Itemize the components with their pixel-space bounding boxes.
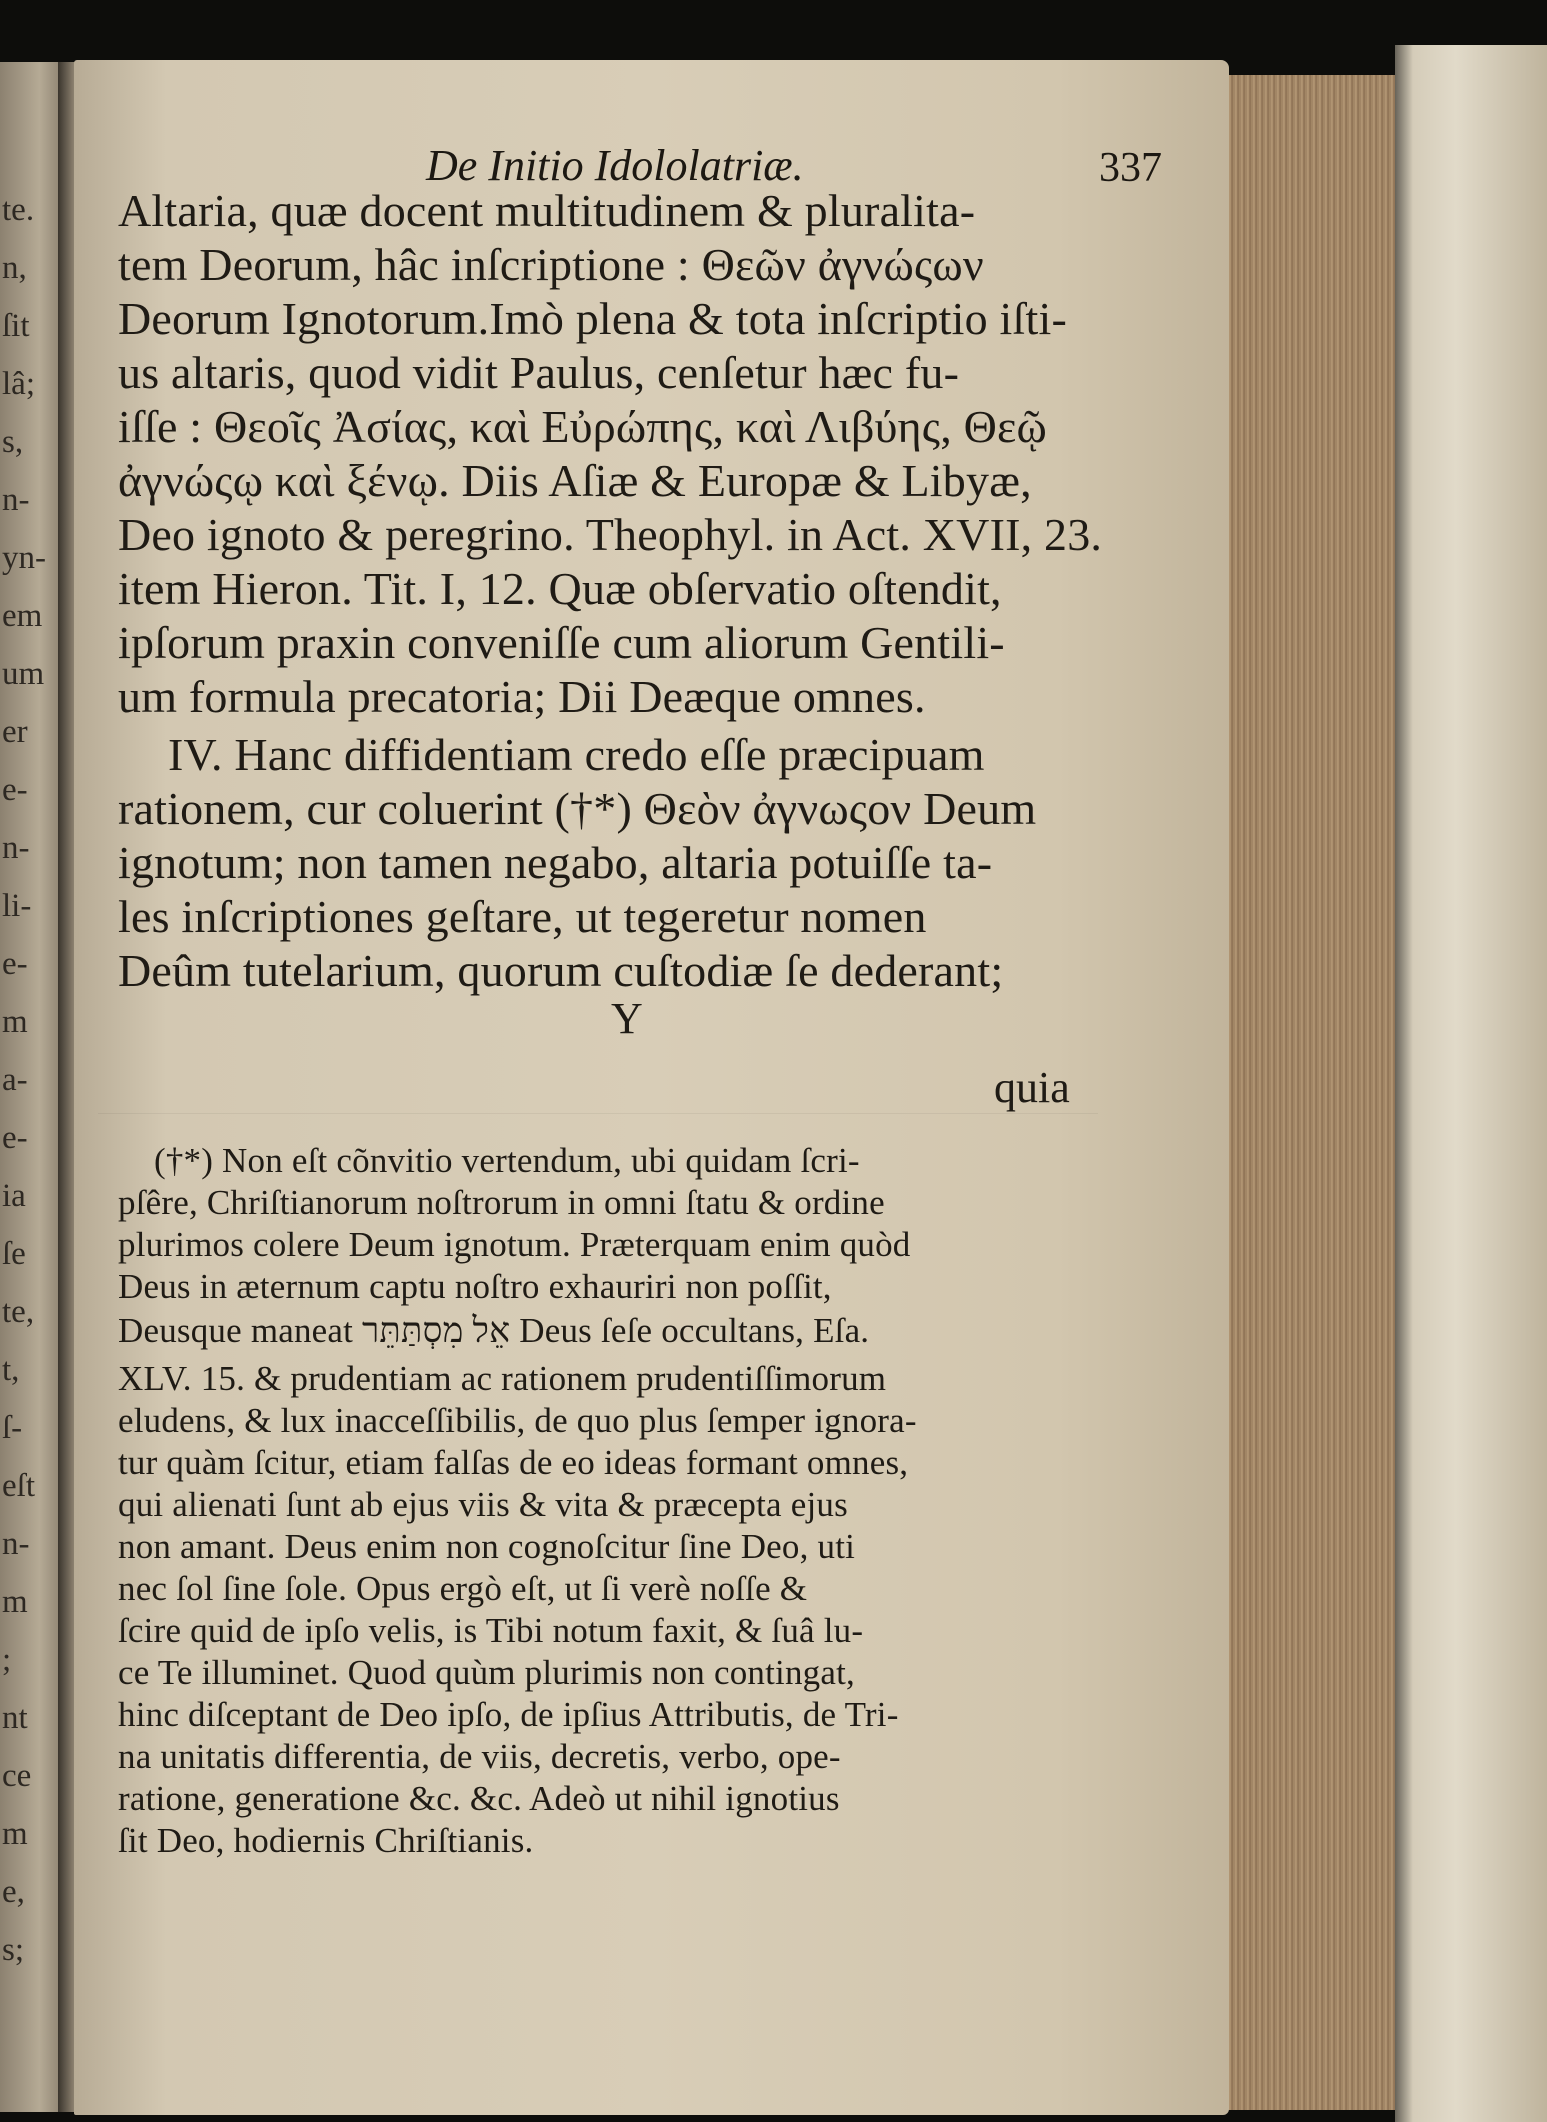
footnote-line: non amant. Deus enim non cognoſcitur ſine Deo, uti — [118, 1527, 856, 1566]
previous-page-fragment: ſit — [2, 308, 30, 344]
previous-page-fragment: te. — [2, 192, 35, 228]
previous-page-fragment: e- — [2, 772, 28, 808]
body-line: us altaris, quod vidit Paulus, cenſetur hæc fu- — [118, 347, 960, 398]
body-line: ipſorum praxin conveniſſe cum aliorum Gentili- — [118, 617, 1005, 668]
previous-page-fragment: ſe — [2, 1236, 26, 1272]
footnote-line: tur quàm ſcitur, etiam falſas de eo ideas formant omnes, — [118, 1443, 909, 1482]
previous-page-fragment: er — [2, 714, 28, 750]
previous-page-fragment: s, — [2, 424, 24, 460]
page-text-area — [74, 60, 1229, 2115]
page-number: 337 — [1099, 145, 1162, 191]
previous-page-fragment: ; — [2, 1642, 12, 1678]
body-line: IV. Hanc diffidentiam credo eſſe præcipuam — [168, 729, 985, 780]
previous-page-fragment: ſ- — [2, 1410, 23, 1446]
footnote-line: eludens, & lux inacceſſibilis, de quo plus ſemper ignora- — [118, 1401, 917, 1440]
body-line: Altaria, quæ docent multitudinem & pluralita- — [118, 185, 976, 236]
body-line: um formula precatoria; Dii Deæque omnes. — [118, 671, 926, 722]
body-line: Deo ignoto & peregrino. Theophyl. in Act. XVII, 23. — [118, 509, 1103, 560]
previous-page-fragment: em — [2, 598, 43, 634]
previous-page-fragment: m — [2, 1004, 28, 1040]
footnote-line: pſêre, Chriſtianorum noſtrorum in omni ſtatu & ordine — [118, 1183, 885, 1222]
body-line: rationem, cur coluerint (†*) Θεὸν ἀγνωςον Deum — [118, 783, 1037, 834]
previous-page-fragment: s; — [2, 1932, 25, 1968]
cover-shadow — [1395, 45, 1413, 2122]
previous-page-fragment: n- — [2, 482, 30, 518]
previous-page-fragment: e- — [2, 1120, 28, 1156]
previous-page-fragment: a- — [2, 1062, 28, 1098]
body-line: item Hieron. Tit. I, 12. Quæ obſervatio oſtendit, — [118, 563, 1002, 614]
previous-page-fragment: yn- — [2, 540, 46, 576]
page — [74, 60, 1229, 2115]
previous-page-fragment: n- — [2, 1526, 30, 1562]
previous-page-fragment: lâ; — [2, 366, 35, 402]
body-line: ἀγνώςῳ καὶ ξένῳ. Diis Aſiæ & Europæ & Libyæ, — [118, 455, 1032, 506]
previous-page-fragment: n- — [2, 830, 30, 866]
book-cover — [1395, 45, 1547, 2122]
previous-page-fragment: um — [2, 656, 45, 692]
body-line: Deorum Ignotorum.Imò plena & tota inſcriptio iſti- — [118, 293, 1067, 344]
footnote-line: hinc diſceptant de Deo ipſo, de ipſius Attributis, de Tri- — [118, 1695, 899, 1734]
previous-page-fragment: li- — [2, 888, 32, 924]
previous-page-fragment: e- — [2, 946, 28, 982]
footnote-line: ratione, generatione &c. &c. Adeò ut nihil ignotius — [118, 1779, 840, 1818]
body-line: Deûm tutelarium, quorum cuſtodiæ ſe dederant; — [118, 945, 1004, 996]
footnote-line: Deusque maneat אֵל מִסְתַּתֵּר Deus ſeſe occultans, Eſa. — [118, 1311, 870, 1350]
footnote-line: qui alienati ſunt ab ejus viis & vita & præcepta ejus — [118, 1485, 848, 1524]
body-line: tem Deorum, hâc inſcriptione : Θεῶν ἀγνώςων — [118, 239, 984, 290]
footnote-line: ce Te illuminet. Quod quùm plurimis non contingat, — [118, 1653, 855, 1692]
previous-page-fragment: te, — [2, 1294, 35, 1330]
footnote-line: plurimos colere Deum ignotum. Præterquam enim quòd — [118, 1225, 911, 1264]
previous-page-fragment: t, — [2, 1352, 20, 1388]
body-line: les inſcriptiones geſtare, ut tegeretur nomen — [118, 891, 927, 942]
previous-page-fragment: ia — [2, 1178, 26, 1214]
footnote-line: na unitatis differentia, de viis, decretis, verbo, ope- — [118, 1737, 841, 1776]
footnote-line: (†*) Non eſt cõnvitio vertendum, ubi quidam ſcri- — [154, 1141, 860, 1180]
previous-page-fragment: eſt — [2, 1468, 35, 1504]
body-line: ignotum; non tamen negabo, altaria potuiſſe ta- — [118, 837, 993, 888]
footnote-separator — [98, 1113, 1098, 1114]
previous-page-fragment: ce — [2, 1758, 32, 1794]
catchword: quia — [994, 1063, 1070, 1112]
running-head: De Initio Idololatriæ. — [426, 141, 804, 190]
previous-page-fragment: n, — [2, 250, 27, 286]
previous-page-fragment: nt — [2, 1700, 28, 1736]
footnote-line: ſit Deo, hodiernis Chriſtianis. — [118, 1821, 534, 1860]
previous-page-fragment: e, — [2, 1874, 25, 1910]
footnote-line: ſcire quid de ipſo velis, is Tibi notum faxit, & ſuâ lu- — [118, 1611, 864, 1650]
previous-page-fragment: m — [2, 1816, 28, 1852]
signature-mark: Y — [611, 994, 643, 1043]
footnote-line: XLV. 15. & prudentiam ac rationem prudentiſſimorum — [118, 1359, 887, 1398]
footnote-line: Deus in æternum captu noſtro exhauriri non poſſit, — [118, 1267, 832, 1306]
body-line: iſſe : Θεοῖς Ἀσίας, καὶ Εὐρώπης, καὶ Λιβύης, Θεῷ — [118, 401, 1048, 452]
previous-page-fragment: m — [2, 1584, 28, 1620]
footnote-line: nec ſol ſine ſole. Opus ergò eſt, ut ſi verè noſſe & — [118, 1569, 808, 1608]
